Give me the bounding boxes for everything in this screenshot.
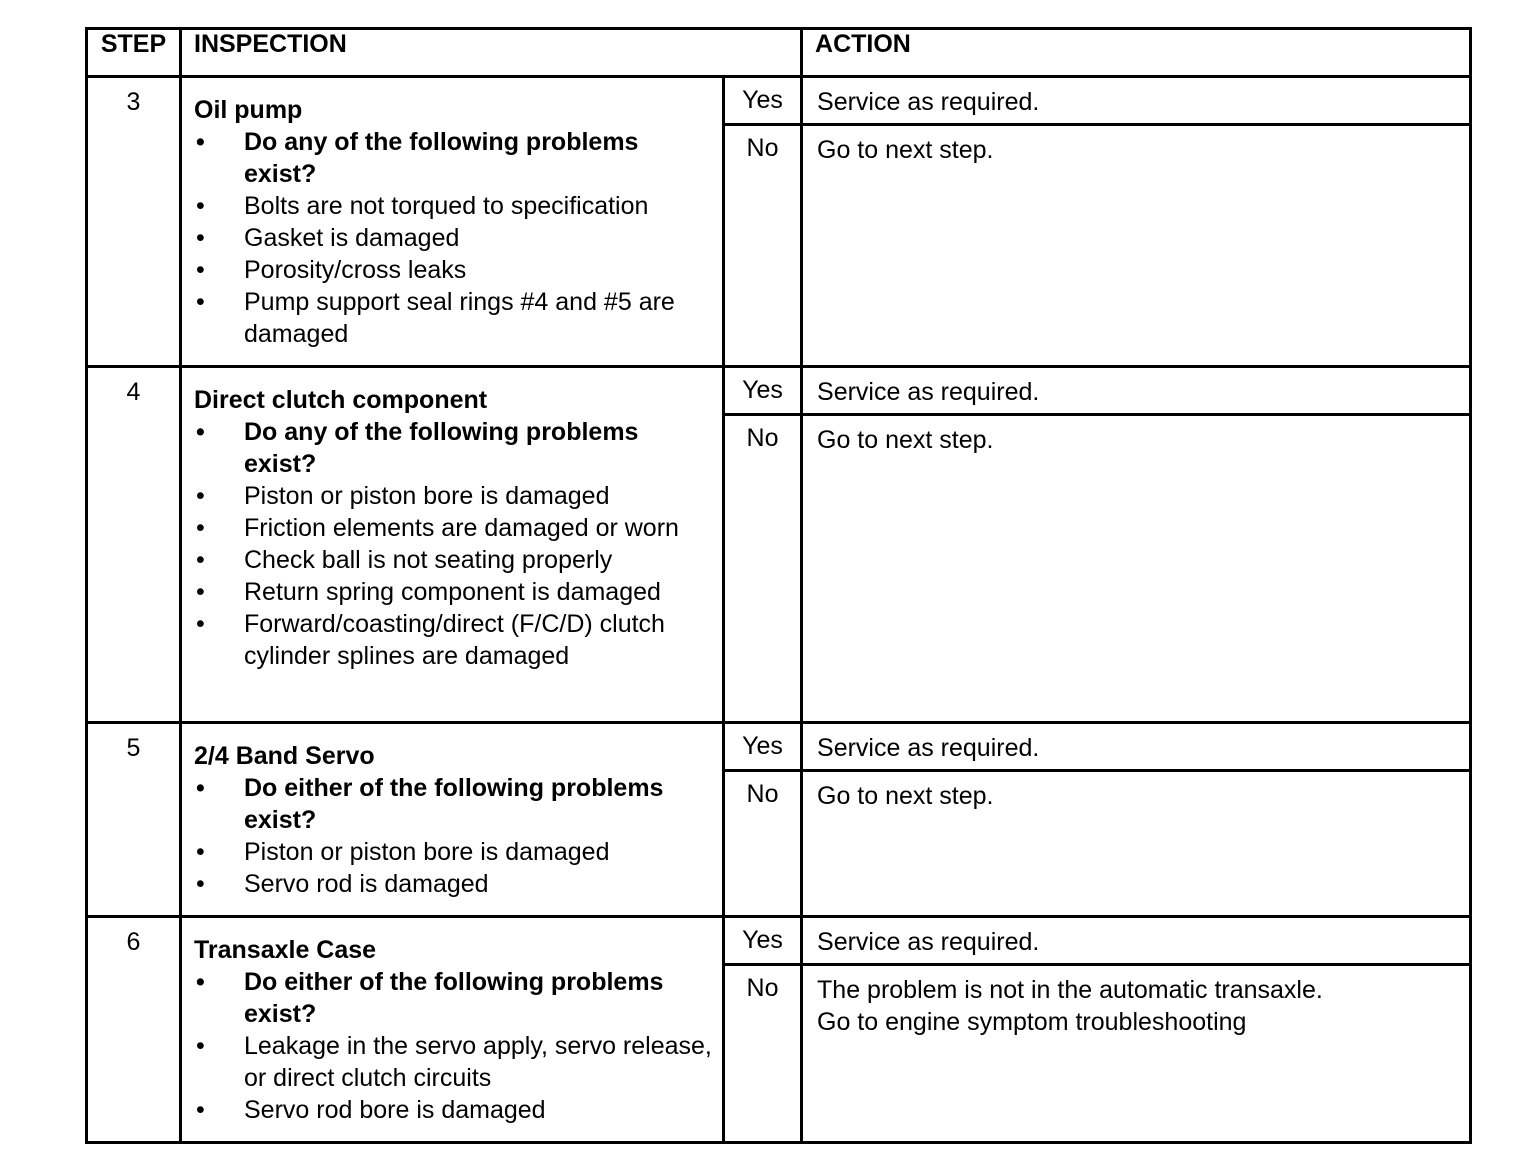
no-action-line: The problem is not in the automatic transaxle.: [817, 976, 1323, 1004]
inspection-list: [194, 966, 712, 1126]
no-action-line: Go to engine symptom troubleshooting: [817, 1008, 1247, 1036]
inspection-list: [194, 416, 712, 672]
yes-action: [802, 77, 1471, 125]
inspection-item: • Return spring component is damaged: [194, 576, 712, 608]
diagnostic-table-page: [85, 27, 1472, 1144]
yes-action: [802, 723, 1471, 771]
inspection-question: • Do any of the following problems exist?: [194, 126, 712, 190]
inspection-item: • Servo rod is damaged: [194, 868, 712, 900]
no-label: No: [724, 771, 802, 917]
step-number: 6: [87, 917, 181, 1143]
header-step: STEP: [87, 29, 181, 77]
inspection-item: • Bolts are not torqued to specification: [194, 190, 712, 222]
step-row-yes: [87, 77, 1471, 125]
step-number: 5: [87, 723, 181, 917]
inspection-question: • Do any of the following problems exist?: [194, 416, 712, 480]
inspection-title: Direct clutch component: [194, 386, 488, 414]
inspection-item: • Piston or piston bore is damaged: [194, 836, 712, 868]
yes-action-text: Service as required.: [817, 928, 1040, 956]
inspection-list: [194, 126, 712, 350]
inspection-title: 2/4 Band Servo: [194, 742, 375, 770]
inspection-item: • Servo rod bore is damaged: [194, 1094, 712, 1126]
yes-action: [802, 917, 1471, 965]
inspection-question: • Do either of the following problems exist?: [194, 772, 712, 836]
yes-label: Yes: [724, 367, 802, 415]
no-action: [802, 965, 1471, 1143]
inspection-item: • Forward/coasting/direct (F/C/D) clutch cylinder splines are damaged: [194, 608, 712, 672]
yes-action: [802, 367, 1471, 415]
header-action: ACTION: [802, 29, 1471, 77]
inspection-item: • Check ball is not seating properly: [194, 544, 712, 576]
no-action: [802, 771, 1471, 917]
inspection-cell: [181, 723, 724, 917]
inspection-item: • Leakage in the servo apply, servo release, or direct clutch circuits: [194, 1030, 712, 1094]
no-action-line: Go to next step.: [817, 426, 994, 454]
inspection-item: • Porosity/cross leaks: [194, 254, 712, 286]
yes-action-text: Service as required.: [817, 88, 1040, 116]
table-body: [87, 77, 1471, 1143]
no-action: [802, 415, 1471, 723]
step-number: 3: [87, 77, 181, 367]
inspection-list: [194, 772, 712, 900]
step-number: 4: [87, 367, 181, 723]
no-action-line: Go to next step.: [817, 782, 994, 810]
header-inspection: INSPECTION: [181, 29, 802, 77]
no-label: No: [724, 125, 802, 367]
diagnostic-table: [85, 27, 1472, 1144]
inspection-cell: [181, 77, 724, 367]
no-action-line: Go to next step.: [817, 136, 994, 164]
step-row-yes: [87, 917, 1471, 965]
inspection-item: • Piston or piston bore is damaged: [194, 480, 712, 512]
header-row: [87, 29, 1471, 77]
inspection-title: Transaxle Case: [194, 936, 377, 964]
step-row-yes: [87, 723, 1471, 771]
yes-label: Yes: [724, 723, 802, 771]
inspection-cell: [181, 917, 724, 1143]
inspection-item: • Pump support seal rings #4 and #5 are damaged: [194, 286, 712, 350]
no-action: [802, 125, 1471, 367]
step-row-yes: [87, 367, 1471, 415]
inspection-item: • Gasket is damaged: [194, 222, 712, 254]
yes-label: Yes: [724, 917, 802, 965]
no-label: No: [724, 965, 802, 1143]
inspection-question: • Do either of the following problems exist?: [194, 966, 712, 1030]
inspection-title: Oil pump: [194, 96, 303, 124]
yes-label: Yes: [724, 77, 802, 125]
inspection-cell: [181, 367, 724, 723]
no-label: No: [724, 415, 802, 723]
yes-action-text: Service as required.: [817, 378, 1040, 406]
yes-action-text: Service as required.: [817, 734, 1040, 762]
inspection-item: • Friction elements are damaged or worn: [194, 512, 712, 544]
